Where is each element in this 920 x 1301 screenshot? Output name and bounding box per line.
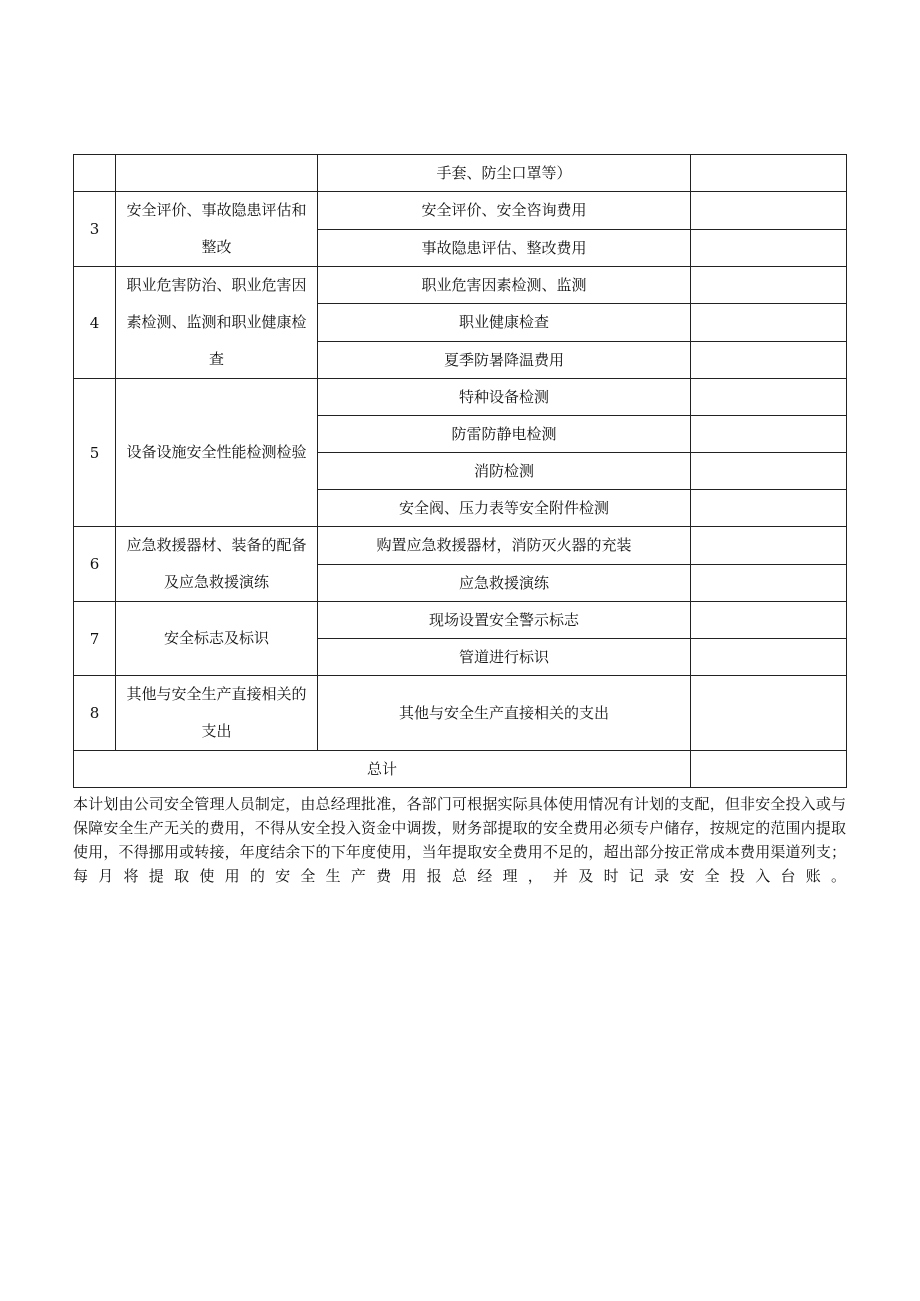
category-name: 其他与安全生产直接相关的支出 [116,676,318,751]
amount-cell [691,229,847,267]
table-row [74,192,847,230]
item-description: 管道进行标识 [318,639,691,676]
table-row [74,267,847,304]
item-description: 特种设备检测 [318,379,691,416]
row-number: 3 [74,192,116,267]
amount-cell [691,267,847,304]
item-description: 职业健康检查 [318,304,691,341]
item-description: 消防检测 [318,453,691,490]
item-description: 手套、防尘口罩等） [318,155,691,192]
amount-cell [691,564,847,602]
amount-cell [691,304,847,341]
item-description: 夏季防暑降温费用 [318,341,691,378]
category-name: 安全评价、事故隐患评估和整改 [116,192,318,267]
category-name: 应急救援器材、装备的配备及应急救援演练 [116,527,318,602]
amount-cell [691,602,847,639]
amount-cell [691,527,847,565]
amount-cell [691,379,847,416]
category-name: 安全标志及标识 [116,602,318,676]
row-number: 8 [74,676,116,751]
category-name: 职业危害防治、职业危害因素检测、监测和职业健康检查 [116,267,318,379]
table-row [74,155,847,192]
total-amount-cell [691,751,847,788]
total-label: 总计 [74,751,691,788]
amount-cell [691,676,847,751]
amount-cell [691,416,847,453]
item-description: 安全阀、压力表等安全附件检测 [318,490,691,527]
item-description: 应急救援演练 [318,564,691,602]
item-description: 防雷防静电检测 [318,416,691,453]
table-row [74,527,847,565]
plan-note: 本计划由公司安全管理人员制定，由总经理批准，各部门可根据实际具体使用情况有计划的支配，但非安全投入或与保障安全生产无关的费用，不得从安全投入资金中调拨，财务部提取的安全费用必须专户储存，按规定的范围内提取使用，不得挪用或转接，年度结余下的下年度使用，当年提取安全费用不足的，超出部分按正常成本费用渠道列支；每月将提取使用的安全生产费用报总经理，并及时记录安全投入台账。 [73,795,846,885]
row-number: 4 [74,267,116,379]
amount-cell [691,192,847,230]
table-row [74,379,847,416]
amount-cell [691,639,847,676]
table-row [74,602,847,639]
item-description: 事故隐患评估、整改费用 [318,229,691,267]
amount-cell [691,155,847,192]
item-description: 购置应急救援器材，消防灭火器的充装 [318,527,691,565]
document-sheet [73,154,846,888]
row-number: 7 [74,602,116,676]
item-description: 其他与安全生产直接相关的支出 [318,676,691,751]
item-description: 安全评价、安全咨询费用 [318,192,691,230]
amount-cell [691,341,847,378]
row-number: 5 [74,379,116,527]
category-name: 设备设施安全性能检测检验 [116,379,318,527]
category-name [116,155,318,192]
row-number: 6 [74,527,116,602]
amount-cell [691,490,847,527]
table-row [74,676,847,751]
item-description: 现场设置安全警示标志 [318,602,691,639]
item-description: 职业危害因素检测、监测 [318,267,691,304]
safety-cost-table [73,154,847,788]
row-number [74,155,116,192]
total-row [74,751,847,788]
amount-cell [691,453,847,490]
